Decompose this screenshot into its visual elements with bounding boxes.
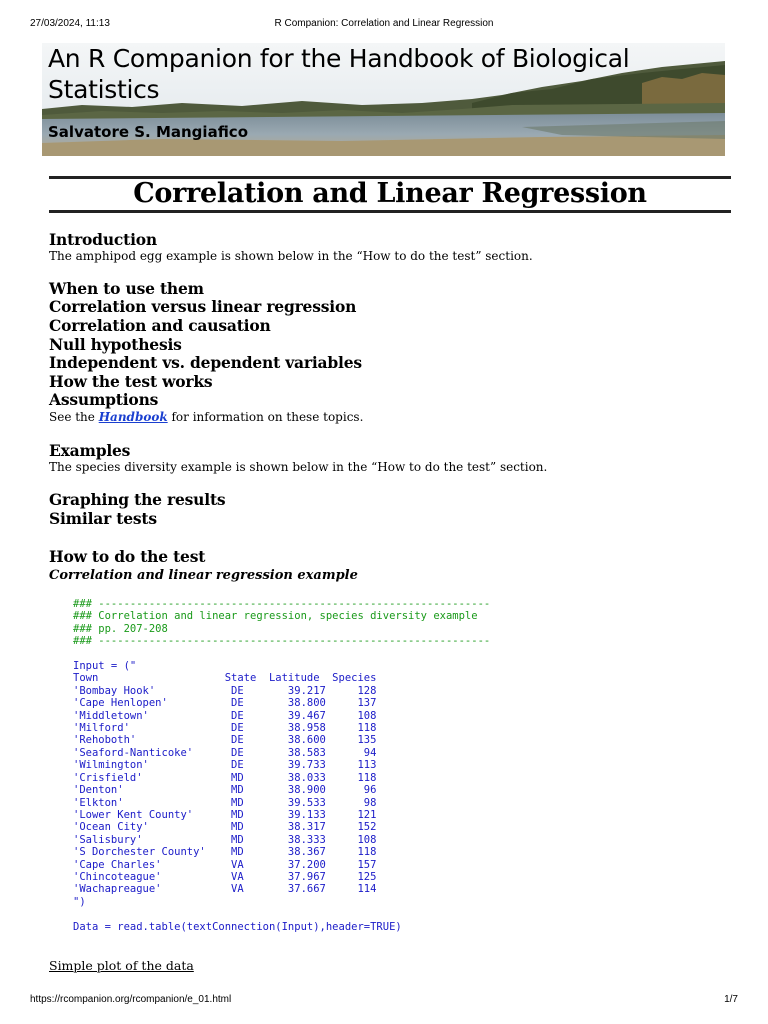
heading-correlation-vs-regression: Correlation versus linear regression	[49, 297, 357, 316]
heading-introduction: Introduction	[49, 230, 157, 249]
print-title: R Companion: Correlation and Linear Regression	[274, 18, 494, 29]
topics-note-prefix: See the	[49, 410, 99, 424]
code-table-row: 'Cape Henlopen' DE 38.800 137	[73, 697, 377, 710]
code-table-row: 'Rehoboth' DE 38.600 135	[73, 734, 377, 747]
heading-null-hypothesis: Null hypothesis	[49, 335, 182, 354]
print-datetime: 27/03/2024, 11:13	[30, 18, 110, 29]
code-table-row: 'Wachapreague' VA 37.667 114	[73, 883, 377, 896]
site-banner[interactable]	[42, 43, 725, 156]
code-comment-pages: ### pp. 207-208	[73, 622, 168, 635]
print-header	[30, 18, 738, 32]
title-rule-bottom	[49, 210, 731, 213]
subheading-example: Correlation and linear regression example	[49, 568, 358, 583]
banner-author: Salvatore S. Mangiafico	[48, 123, 249, 141]
heading-graphing: Graphing the results	[49, 490, 226, 509]
code-table-row: 'Seaford-Nanticoke' DE 38.583 94	[73, 746, 377, 759]
code-table-row: 'Bombay Hook' DE 39.217 128	[73, 684, 377, 697]
print-footer	[30, 994, 738, 1008]
code-table-row: 'S Dorchester County' MD 38.367 118	[73, 846, 377, 859]
code-data-table	[73, 672, 376, 895]
page-title: Correlation and Linear Regression	[133, 178, 647, 209]
code-table-row: 'Crisfield' MD 38.033 118	[73, 771, 377, 784]
heading-similar-tests: Similar tests	[49, 509, 157, 528]
print-page-number: 1/7	[724, 994, 738, 1005]
code-table-row: 'Chincoteague' VA 37.967 125	[73, 870, 377, 883]
code-block	[73, 598, 490, 933]
topics-note	[49, 410, 363, 425]
simple-plot-link[interactable]: Simple plot of the data	[49, 958, 194, 973]
print-url: https://rcompanion.org/rcompanion/e_01.html	[30, 994, 232, 1005]
code-table-row: 'Lower Kent County' MD 39.133 121	[73, 808, 377, 821]
code-table-row: 'Middletown' DE 39.467 108	[73, 709, 377, 722]
code-comment-rule: ### --------------------------------------------------------------	[73, 598, 491, 610]
heading-correlation-causation: Correlation and causation	[49, 316, 271, 335]
heading-how-to-do: How to do the test	[49, 547, 206, 566]
examples-text: The species diversity example is shown below in the “How to do the test” section.	[49, 460, 548, 474]
heading-examples: Examples	[49, 441, 131, 460]
heading-assumptions: Assumptions	[49, 390, 159, 409]
code-input-open: Input = ("	[73, 660, 137, 673]
code-table-row: 'Wilmington' DE 39.733 113	[73, 759, 377, 772]
code-table-row: 'Cape Charles' VA 37.200 157	[73, 858, 377, 871]
code-table-row: 'Ocean City' MD 38.317 152	[73, 821, 377, 834]
heading-how-test-works: How the test works	[49, 372, 213, 391]
code-table-row: 'Elkton' MD 39.533 98	[73, 796, 377, 809]
banner-title-line2: Statistics	[48, 75, 160, 104]
code-read-line: Data = read.table(textConnection(Input),header=TRUE)	[73, 920, 402, 933]
code-table-row: 'Milford' DE 38.958 118	[73, 722, 377, 735]
code-table-row: 'Denton' MD 38.900 96	[73, 784, 377, 797]
topics-note-suffix: for information on these topics.	[167, 410, 364, 424]
code-table-header: Town State Latitude Species	[73, 672, 377, 685]
introduction-text: The amphipod egg example is shown below in the “How to do the test” section.	[49, 249, 533, 263]
handbook-link[interactable]: Handbook	[98, 410, 168, 424]
code-comment-rule-end: ### --------------------------------------------------------------	[73, 635, 491, 648]
banner-title	[48, 43, 629, 105]
code-table-row: 'Salisbury' MD 38.333 108	[73, 833, 377, 846]
code-input-close: ")	[73, 895, 86, 908]
banner-title-line1: An R Companion for the Handbook of Biological	[48, 44, 630, 73]
code-comment-title: ### Correlation and linear regression, species diversity example	[73, 610, 478, 623]
heading-when-to-use: When to use them	[49, 279, 204, 298]
heading-independent-dependent: Independent vs. dependent variables	[49, 353, 362, 372]
